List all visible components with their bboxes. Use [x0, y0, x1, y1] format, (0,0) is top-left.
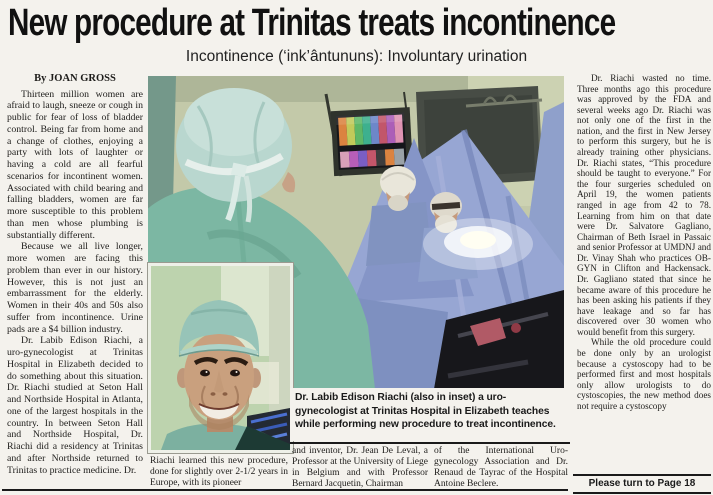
left-paragraph-3: Dr. Labib Edison Riachi, a uro-gynecologist at Trinitas Hospital in Elizabeth decided to do something about this situation. Dr. Riachi studied at Seton Hall and Northside Hospital in Atlanta, one of the largest hospitals in the country. In between Seton Hall and Northside Hospital, Dr. Riachi did a residency at Trinitas and after Northside returned to Trinitas to practice medicine. Dr. — [7, 335, 143, 476]
bottom-column-1 — [150, 456, 288, 489]
continuation-notice: Please turn to Page 18 — [573, 474, 711, 494]
photo-caption: Dr. Labib Edison Riachi (also in inset) a uro-gynecologist at Trinitas Hospital in Elizabeth teaches while performing new procedure to treat incontinence. — [290, 388, 570, 441]
right-column — [577, 73, 711, 472]
left-paragraph-1: Thirteen million women are afraid to laugh, sneeze or cough in public for fear of loss of bladder control. Being far from home and a change of clothes, enjoying a party with lots of laughter or having a cold are all fearful scenarios for incontinent women. Associated with child bearing and falling bladders, women are far more susceptible to this problem than men whose plumbing is substantially different. — [7, 88, 143, 241]
bottom-paragraph-1: Riachi learned this new procedure, done for slightly over 2-1/2 years in Europe, with its pioneer — [150, 456, 288, 488]
surgical-light-glow — [423, 218, 533, 270]
bottom-divider — [2, 489, 568, 491]
byline: By JOAN GROSS — [34, 73, 116, 84]
bottom-paragraph-3: of the International Uro-gynecology Association and Dr. Renaud de Tayrac of the Hospital Antoine Beclere. — [434, 446, 568, 489]
bottom-column-2 — [292, 446, 428, 489]
right-paragraph-1: Dr. Riachi wasted no time. Three months ago this procedure was approved by the FDA and several weeks ago Dr. Riachi was not only one of the first in the nation, and the first in New Jersey to perform this surgery, but he is already training other physicians. Dr. Riachi states, “This procedure should be taught to everyone.” For the four surgeries scheduled on April 19, the women patients ranged in age from 42 to 78. Learning from him on that date were Dr. Salvatore Gagliano, Chairman of Beth Israel in Passaic and senior Professor at UMDNJ and Dr. Vinay Shah who practices OB-GYN in Clifton and Hackensack. Dr. Gagliano stated that since he became aware of this procedure he has been asking his patients if they have leakage and so far has discovered over 30 women who would benefit from this surgery. — [577, 73, 711, 337]
subtitle: Incontinence (‘ink’ântununs): Involuntary urination — [185, 48, 528, 65]
inset-photo-dr-riachi — [148, 263, 293, 453]
bottom-column-3 — [434, 446, 568, 489]
left-column — [7, 73, 143, 487]
headshot-illustration — [151, 266, 290, 450]
caption-divider — [290, 442, 570, 444]
left-paragraph-2: Because we all live longer, more women are facing this problem than ever in our history. However, this is not just an embarrassment for the elderly. Women in their 40s and 50s also suffer from incontinence. Urine pads are a $4 billion industry. — [7, 241, 143, 335]
headline: New procedure at Trinitas treats incontinence — [8, 2, 616, 44]
bottom-paragraph-2: and inventor, Dr. Jean De Leval, a Professor at the University of Liege in Belgium and with Professor Bernard Jacquetin, Chairman — [292, 446, 428, 489]
right-paragraph-2: While the old procedure could be done only by an urologist because a cystoscopy had to be performed first and most hospitals only allow urologists to do cystoscopies, the new method does not require a cystoscopy — [577, 337, 711, 411]
colorbar-monitor — [331, 107, 413, 176]
